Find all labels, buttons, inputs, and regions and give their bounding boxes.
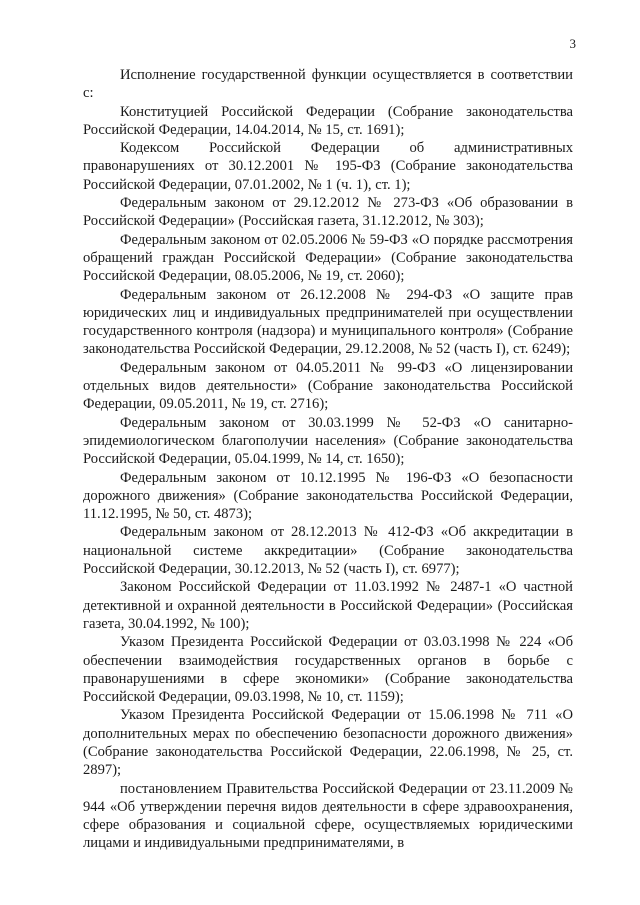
paragraph-law-412: Федеральным законом от 28.12.2013 № 412-ФЗ «Об аккредитации в национальной системе аккредитации» (Собрание законодательства Российской Федерации, 30.12.2013, № 52 (часть I), ст. 6977); — [83, 524, 573, 578]
paragraph-decree-224: Указом Президента Российской Федерации от 03.03.1998 № 224 «Об обеспечении взаимодействия государственных органов в борьбе с правонарушениями в сфере экономики» (Собрание законодательства Российской Федерации, 09.03.1998, № 10, ст. 1159); — [83, 634, 573, 706]
paragraph-law-59: Федеральным законом от 02.05.2006 № 59-ФЗ «О порядке рассмотрения обращений граждан Российской Федерации» (Собрание законодательства Российской Федерации, 08.05.2006, № 19, ст. 2060); — [83, 231, 573, 285]
paragraph-admin-code: Кодексом Российской Федерации об административных правонарушениях от 30.12.2001 № 195-ФЗ (Собрание законодательства Российской Федерации, 07.01.2002, № 1 (ч. 1), ст. 1); — [83, 140, 573, 193]
paragraph-law-273: Федеральным законом от 29.12.2012 № 273-ФЗ «Об образовании в Российской Федерации» (Российская газета, 31.12.2012, № 303); — [83, 195, 573, 230]
paragraph-law-294: Федеральным законом от 26.12.2008 № 294-ФЗ «О защите прав юридических лиц и индивидуальных предпринимателей при осуществлении государственного контроля (надзора) и муниципального контроля» (Собрание законодательства Российской Федерации, 29.12.2008, № 52 (часть I), ст. 6249); — [83, 286, 573, 358]
paragraph-resolution-944: постановлением Правительства Российской Федерации от 23.11.2009 № 944 «Об утверждении перечня видов деятельности в сфере здравоохранения, сфере образования и социальной сфере, осуществляемых юридическими лицами и индивидуальными предпринимателями, в — [83, 780, 573, 852]
paragraph-law-2487: Законом Российской Федерации от 11.03.1992 № 2487-1 «О частной детективной и охранной деятельности в Российской Федерации» (Российская газета, 30.04.1992, № 100); — [83, 579, 573, 632]
document-body — [83, 66, 573, 853]
paragraph-law-52: Федеральным законом от 30.03.1999 № 52-ФЗ «О санитарно-эпидемиологическом благополучии населения» (Собрание законодательства Российской Федерации, 05.04.1999, № 14, ст. 1650); — [83, 414, 573, 468]
paragraph-constitution: Конституцией Российской Федерации (Собрание законодательства Российской Федерации, 14.04.2014, № 15, ст. 1691); — [83, 103, 573, 138]
paragraph-law-99: Федеральным законом от 04.05.2011 № 99-ФЗ «О лицензировании отдельных видов деятельности» (Собрание законодательства Российской Федерации, 09.05.2011, № 19, ст. 2716); — [83, 359, 573, 413]
paragraph-law-196: Федеральным законом от 10.12.1995 № 196-ФЗ «О безопасности дорожного движения» (Собрание законодательства Российской Федерации, 11.12.1995, № 50, ст. 4873); — [83, 469, 573, 523]
paragraph-intro: Исполнение государственной функции осуществляется в соответствии с: — [83, 67, 573, 102]
paragraph-decree-711: Указом Президента Российской Федерации от 15.06.1998 № 711 «О дополнительных мерах по обеспечению безопасности дорожного движения» (Собрание законодательства Российской Федерации, 22.06.1998, № 25, ст. 2897); — [83, 707, 573, 779]
page-number: 3 — [569, 36, 576, 51]
